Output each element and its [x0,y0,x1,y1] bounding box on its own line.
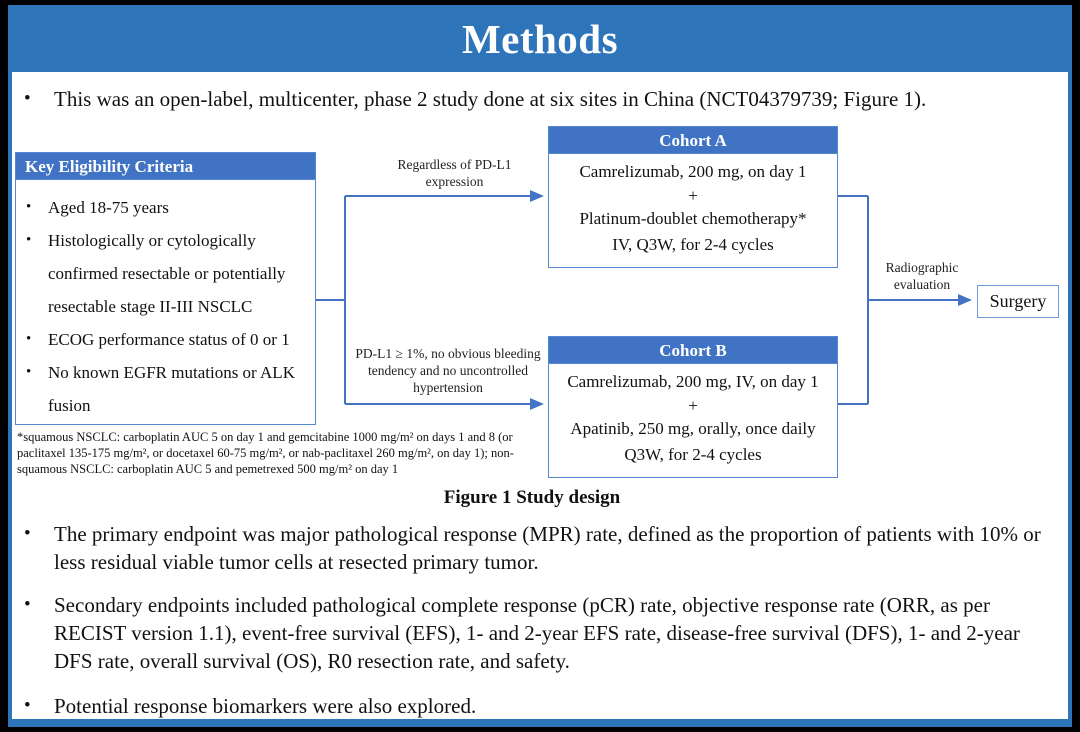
cohort-line: Q3W, for 2-4 cycles [624,445,762,464]
arrow-label-right: Radiographic evaluation [885,260,959,292]
bullet-dot: • [24,88,31,109]
secondary-endpoint-text: Secondary endpoints included pathological complete response (pCR) rate, objective response rate (ORR, as per RECIST version 1.1), event-free survival (EFS), 1- and 2-year EFS rate, disease-free survival (DFS), 1- and 2-year DFS rate, overall survival (OS), R0 resection rate, and safety. [54,593,1020,673]
cohort-line: IV, Q3W, for 2-4 cycles [612,235,774,254]
eligibility-item-text: ECOG performance status of 0 or 1 [48,330,290,349]
figure-footnote: *squamous NSCLC: carboplatin AUC 5 on day 1 and gemcitabine 1000 mg/m² on days 1 and 8 (or paclitaxel 135-175 mg/m², or docetaxel 60-75 mg/m², or nab-paclitaxel 260 mg/m², on day 1); non-squamous NSCLC: carboplatin AUC 5 and pemetrexed 500 mg/m² on day 1 [17,430,514,476]
eligibility-item [22,191,309,224]
cohort-b-box [548,336,838,478]
primary-endpoint-bullet [24,520,1052,576]
bullet-dot: • [26,364,32,380]
bullet-dot: • [24,523,31,544]
biomarker-bullet [24,692,1052,720]
bullet-dot: • [26,232,32,248]
eligibility-item [22,224,309,323]
bullet-dot: • [26,331,32,347]
cohort-b-header: Cohort B [549,337,837,364]
arrow-label-bottom: PD-L1 ≥ 1%, no obvious bleeding tendency and no uncontrolled hypertension [355,346,541,395]
cohort-line: + [688,186,698,205]
arrow-label-top: Regardless of PD-L1 expression [397,157,512,189]
eligibility-item [22,356,309,422]
eligibility-item [22,323,309,356]
cohort-a-header: Cohort A [549,127,837,154]
secondary-endpoint-bullet [24,591,1058,675]
eligibility-box [15,152,316,425]
cohort-a-box [548,126,838,268]
figure-caption: Figure 1 Study design [443,487,621,508]
slide-frame [8,5,1072,727]
bullet-dot: • [24,594,31,615]
bullet-dot: • [24,695,31,716]
eligibility-item-text: Aged 18-75 years [48,198,169,217]
surgery-box: Surgery [977,285,1059,318]
eligibility-item-text: Histologically or cytologically confirmed resectable or potentially resectable stage II-III NSCLC [48,231,286,316]
cohort-line: Camrelizumab, 200 mg, IV, on day 1 [567,372,819,391]
eligibility-header: Key Eligibility Criteria [16,153,315,180]
eligibility-list [16,180,315,422]
cohort-b-body [549,364,837,468]
biomarker-text: Potential response biomarkers were also explored. [54,694,477,718]
primary-endpoint-text: The primary endpoint was major pathological response (MPR) rate, defined as the proportion of patients with 10% or less residual viable tumor cells at resected primary tumor. [54,522,1041,574]
bullet-dot: • [26,199,32,215]
intro-bullet-text: This was an open-label, multicenter, phase 2 study done at six sites in China (NCT04379739; Figure 1). [54,87,927,111]
eligibility-item-text: No known EGFR mutations or ALK fusion [48,363,295,415]
cohort-line: Camrelizumab, 200 mg, on day 1 [579,162,807,181]
cohort-line: Apatinib, 250 mg, orally, once daily [570,419,816,438]
cohort-line: Platinum-doublet chemotherapy* [579,209,807,228]
cohort-line: + [688,396,698,415]
cohort-a-body [549,154,837,258]
page-title: Methods [461,15,619,62]
